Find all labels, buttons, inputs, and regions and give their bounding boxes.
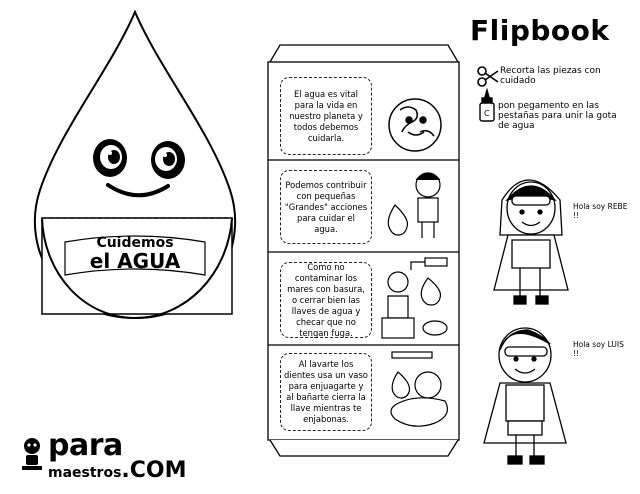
luis-character xyxy=(484,328,566,464)
page-title: Flipbook xyxy=(470,14,610,47)
logo-suffix: .COM xyxy=(121,458,187,483)
instruction-cut-text: Recorta las piezas con cuidado xyxy=(500,66,601,86)
instruction-glue xyxy=(498,101,628,131)
panel-4-text: Al lavarte los dientes usa un vaso para enjuagarte y al bañarte cierra la llave mientras te enjabonas. xyxy=(280,353,372,431)
logo-line2: maestros xyxy=(48,465,122,481)
logo-line1: para xyxy=(48,428,123,463)
glue-bottle-icon xyxy=(480,90,494,121)
site-logo xyxy=(48,428,198,484)
scissors-icon xyxy=(478,67,498,86)
rebe-speech: Hola soy REBE !! xyxy=(573,202,628,220)
earth-picture xyxy=(389,99,441,151)
logo-mascot-icon xyxy=(22,438,42,470)
instruction-glue-text: pon pegamento en las pestañas para unir la gota de agua xyxy=(498,101,617,131)
panel-2-text: Podemos contribuir con pequeñas "Grandes" acciones para cuidar el agua. xyxy=(280,170,372,244)
panel-1-text: El agua es vital para la vida en nuestro planeta y todos debemos cuidarla. xyxy=(280,77,372,155)
svg-text:C: C xyxy=(484,109,490,118)
cover-banner-text xyxy=(70,236,200,272)
instruction-cut xyxy=(500,66,625,86)
panel-3-text: Como no contaminar los mares con basura, o cerrar bien las llaves de agua y checar que no tengan fuga. xyxy=(280,262,372,338)
cover-banner-line1: Cuidemos xyxy=(96,235,174,251)
rebe-character xyxy=(494,180,568,304)
luis-speech: Hola soy LUIS !! xyxy=(573,340,624,358)
cover-banner-line2: el AGUA xyxy=(89,249,181,273)
